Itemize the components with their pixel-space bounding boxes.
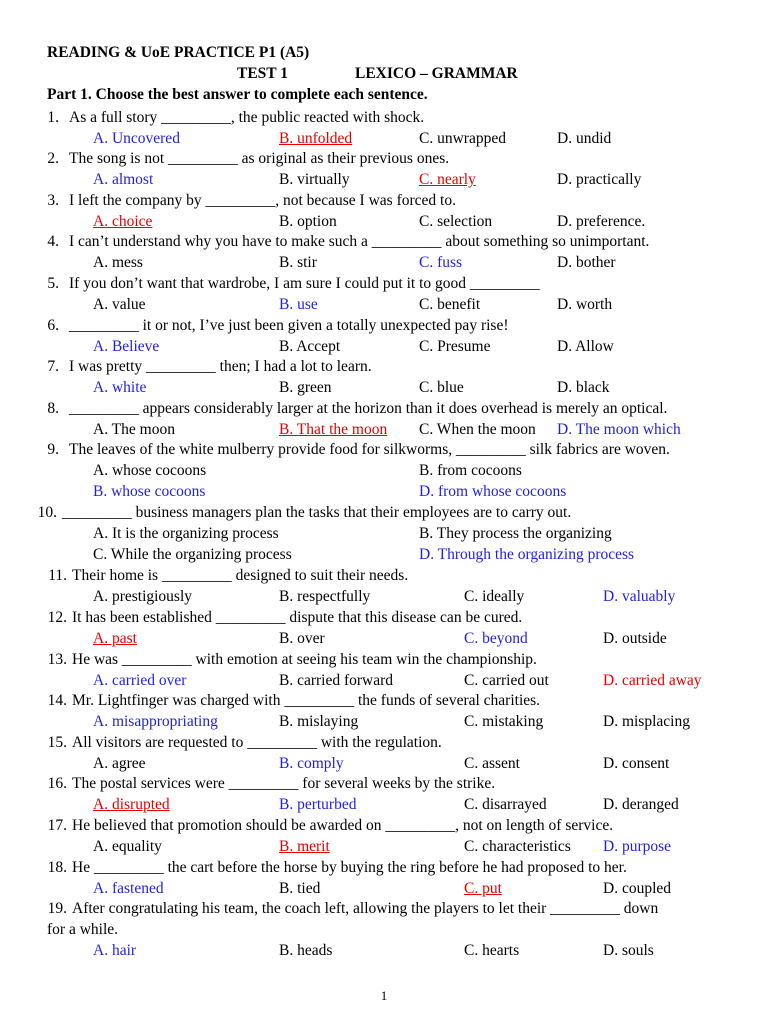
question-number: 3. [47, 192, 59, 209]
part-instruction: Part 1. Choose the best answer to complete each sentence. [47, 86, 428, 103]
answer-option: A. white [93, 379, 147, 396]
question-1 [0, 108, 768, 128]
answer-option: B. tied [279, 880, 321, 897]
answer-option: C. While the organizing process [93, 546, 292, 563]
question-number: 18. [47, 859, 67, 876]
answer-option: A. value [93, 296, 146, 313]
question-number: 7. [47, 358, 59, 375]
question-text: He _________ the cart before the horse by buying the ring before he had proposed to her. [72, 859, 627, 876]
answer-option: A. misappropriating [93, 713, 218, 730]
answer-option: A. agree [93, 755, 146, 772]
answer-option: B. whose cocoons [93, 483, 206, 500]
question-number: 15. [47, 734, 67, 751]
answer-option: A. mess [93, 254, 143, 271]
answer-option: B. over [279, 630, 325, 647]
question-text: The song is not _________ as original as their previous ones. [69, 150, 450, 167]
answer-option: A. carried over [93, 672, 187, 689]
answer-option: C. characteristics [464, 838, 571, 855]
question-number: 6. [47, 317, 59, 334]
question-number: 14. [47, 692, 67, 709]
answer-option: C. hearts [464, 942, 520, 959]
question-9 [0, 440, 768, 460]
question-11 [0, 566, 768, 586]
question-text-continued [0, 920, 768, 940]
question-number: 11. [48, 567, 67, 584]
answer-option: D. consent [603, 755, 670, 772]
answer-option: B. unfolded [279, 130, 353, 147]
question-text: He was _________ with emotion at seeing his team win the championship. [72, 651, 537, 668]
question-text: Mr. Lightfinger was charged with _________ the funds of several charities. [72, 692, 541, 709]
question-13 [0, 650, 768, 670]
answer-option: D. souls [603, 942, 654, 959]
answer-option: D. misplacing [603, 713, 690, 730]
answer-option: A. Uncovered [93, 130, 180, 147]
question-text: _________ it or not, I’ve just been given a totally unexpected pay rise! [69, 317, 509, 334]
question-text: _________ business managers plan the tasks that their employees are to carry out. [62, 504, 572, 521]
question-text: It has been established _________ dispute that this disease can be cured. [72, 609, 523, 626]
question-number: 5. [47, 275, 59, 292]
answer-option: C. unwrapped [419, 130, 506, 147]
answer-option: C. Presume [419, 338, 491, 355]
answer-option: D. black [557, 379, 610, 396]
answer-option: A. disrupted [93, 796, 170, 813]
answer-option: C. put [464, 880, 502, 897]
answer-option: A. past [93, 630, 137, 647]
answer-option: C. blue [419, 379, 464, 396]
question-12 [0, 608, 768, 628]
question-text: I can’t understand why you have to make such a _________ about something so unimportant. [69, 233, 650, 250]
answer-option: D. Allow [557, 338, 614, 355]
answer-option: D. undid [557, 130, 612, 147]
question-number: 12. [47, 609, 67, 626]
question-17 [0, 816, 768, 836]
question-text: Their home is _________ designed to suit their needs. [72, 567, 409, 584]
answer-option: D. The moon which [557, 421, 681, 438]
answer-option: B. stir [279, 254, 317, 271]
question-3 [0, 191, 768, 211]
answer-option: C. fuss [419, 254, 463, 271]
answer-option: C. mistaking [464, 713, 544, 730]
answer-option: B. carried forward [279, 672, 394, 689]
question-18 [0, 858, 768, 878]
question-number: 16. [47, 775, 67, 792]
answer-option: C. benefit [419, 296, 481, 313]
question-4 [0, 232, 768, 252]
question-number: 10. [37, 504, 57, 521]
question-7 [0, 357, 768, 377]
question-text: I was pretty _________ then; I had a lot to learn. [69, 358, 372, 375]
question-text: The postal services were _________ for several weeks by the strike. [72, 775, 496, 792]
question-14 [0, 691, 768, 711]
question-number: 17. [47, 817, 67, 834]
answer-option: D. Through the organizing process [419, 546, 635, 563]
answer-option: D. from whose cocoons [419, 483, 567, 500]
answer-option: B. use [279, 296, 318, 313]
answer-option: C. beyond [464, 630, 528, 647]
answer-option: D. valuably [603, 588, 676, 605]
answer-option: D. preference. [557, 213, 646, 230]
question-15 [0, 733, 768, 753]
answer-option: B. heads [279, 942, 333, 959]
section-label: LEXICO – GRAMMAR [355, 65, 518, 82]
answer-option: A. almost [93, 171, 154, 188]
page-number: 1 [380, 988, 388, 1003]
document-title: READING & UoE PRACTICE P1 (A5) [47, 44, 310, 61]
question-number: 2. [47, 150, 59, 167]
question-text-line2: for a while. [47, 921, 119, 938]
answer-option: B. green [279, 379, 332, 396]
answer-option: B. That the moon [279, 421, 388, 438]
answer-option: D. deranged [603, 796, 679, 813]
answer-option: D. bother [557, 254, 616, 271]
answer-option: D. purpose [603, 838, 672, 855]
answer-option: D. carried away [603, 672, 702, 689]
answer-option: C. selection [419, 213, 493, 230]
question-text: The leaves of the white mulberry provide food for silkworms, _________ silk fabrics are woven. [69, 441, 670, 458]
answer-option: D. practically [557, 171, 642, 188]
question-number: 1. [47, 109, 59, 126]
answer-option: D. outside [603, 630, 667, 647]
answer-option: B. from cocoons [419, 462, 522, 479]
answer-option: B. merit [279, 838, 330, 855]
answer-option: B. respectfully [279, 588, 371, 605]
answer-option: A. hair [93, 942, 137, 959]
question-number: 9. [47, 441, 59, 458]
question-text: He believed that promotion should be awarded on _________, not on length of service. [72, 817, 614, 834]
question-text: All visitors are requested to _________ with the regulation. [72, 734, 442, 751]
answer-option: D. coupled [603, 880, 672, 897]
answer-option: C. carried out [464, 672, 549, 689]
answer-option: C. assent [464, 755, 520, 772]
answer-option: B. perturbed [279, 796, 357, 813]
question-19 [0, 899, 768, 919]
answer-option: B. They process the organizing [419, 525, 612, 542]
answer-option: C. nearly [419, 171, 476, 188]
question-text: After congratulating his team, the coach left, allowing the players to let their _________ down [72, 900, 659, 917]
question-5 [0, 274, 768, 294]
answer-option: A. whose cocoons [93, 462, 207, 479]
question-text: As a full story _________, the public reacted with shock. [69, 109, 425, 126]
question-number: 19. [47, 900, 67, 917]
answer-option: B. comply [279, 755, 344, 772]
answer-option: A. choice [93, 213, 153, 230]
answer-option: C. disarrayed [464, 796, 547, 813]
question-number: 4. [47, 233, 59, 250]
answer-option: D. worth [557, 296, 613, 313]
test-label: TEST 1 [237, 65, 288, 82]
question-10 [0, 503, 768, 523]
question-6 [0, 316, 768, 336]
question-text: If you don’t want that wardrobe, I am sure I could put it to good _________ [69, 275, 540, 292]
question-text: _________ appears considerably larger at the horizon than it does overhead is merely an optical. [69, 400, 668, 417]
answer-option: B. option [279, 213, 337, 230]
answer-option: C. When the moon [419, 421, 536, 438]
answer-option: B. mislaying [279, 713, 359, 730]
answer-option: A. prestigiously [93, 588, 193, 605]
question-number: 8. [47, 400, 59, 417]
answer-option: B. Accept [279, 338, 341, 355]
question-16 [0, 774, 768, 794]
question-number: 13. [47, 651, 67, 668]
answer-option: B. virtually [279, 171, 350, 188]
answer-option: C. ideally [464, 588, 525, 605]
answer-option: A. It is the organizing process [93, 525, 279, 542]
answer-option: A. The moon [93, 421, 175, 438]
answer-option: A. fastened [93, 880, 164, 897]
question-text: I left the company by _________, not because I was forced to. [69, 192, 456, 209]
answer-option: A. Believe [93, 338, 160, 355]
question-8 [0, 399, 768, 419]
answer-option: A. equality [93, 838, 162, 855]
question-2 [0, 149, 768, 169]
